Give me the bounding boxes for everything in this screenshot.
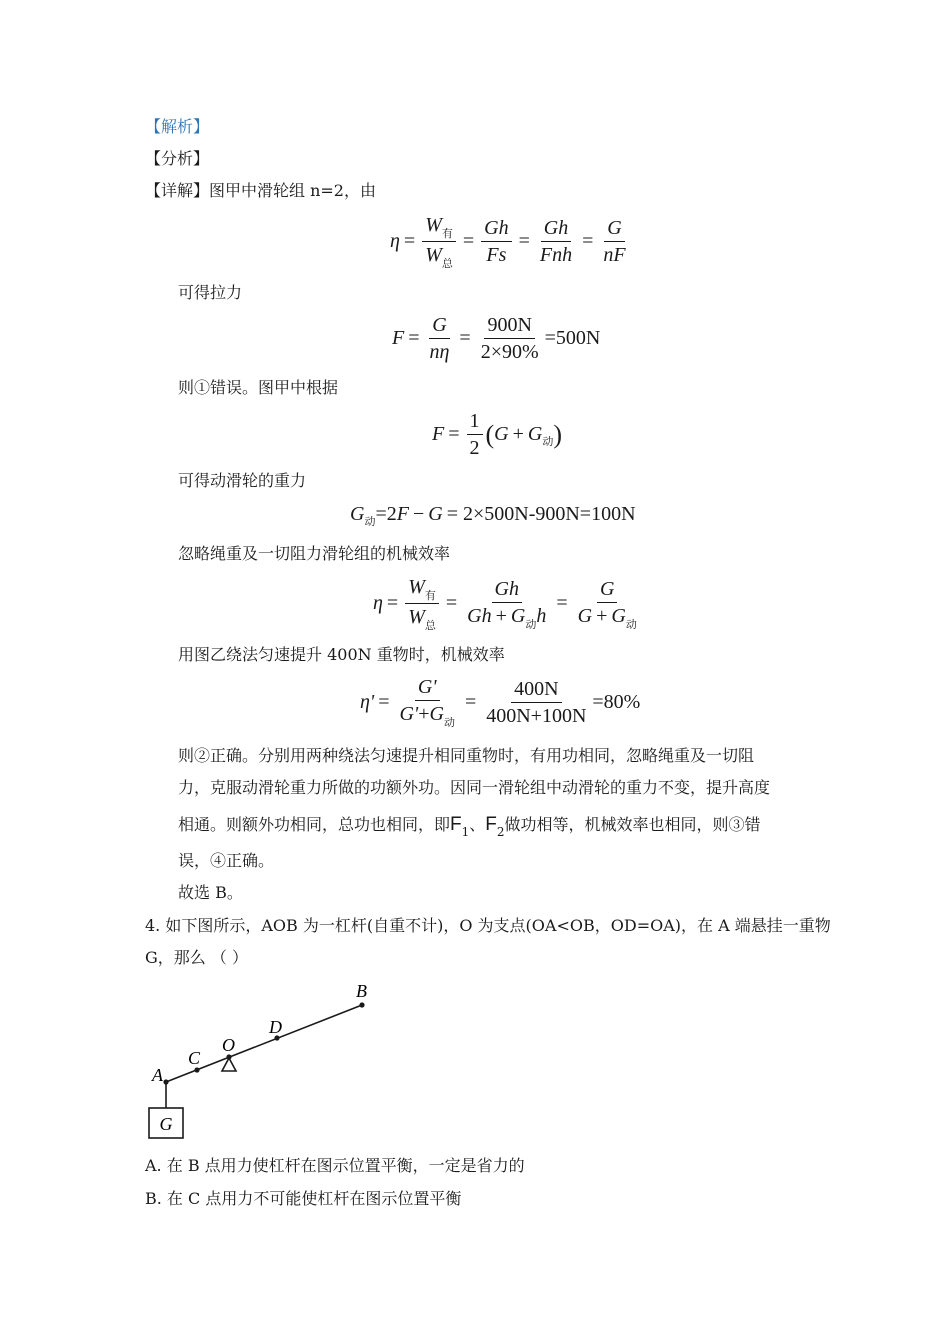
para-line-3: 相通。则额外功相同，总功也相同，即$F_1$、$F_2$做功相等，机械效率也相同，则③错	[178, 814, 761, 839]
lever-figure	[140, 978, 390, 1148]
text-ignore-friction: 忽略绳重及一切阻力滑轮组的机械效率	[178, 544, 451, 563]
equation-pulley-weight: G 动 =2 F − G = 2×500N-900N=100N	[350, 503, 636, 528]
question-4-line-1: 4. 如下图所示，AOB 为一杠杆(自重不计)，O 为支点(OA<OB，OD=OA)，在 A 端悬挂一重物	[145, 916, 831, 935]
equation-pull-force: F = $\frac{G}{n\eta}$ = $\frac{900N}{2\times 90\%}$ =500N	[392, 314, 601, 363]
text-wrong-1: 则①错误。图甲中根据	[178, 378, 339, 397]
question-4-line-2: G，那么 （ ）	[145, 948, 248, 967]
analysis-header: 【解析】	[145, 117, 210, 136]
equation-half: F = $\frac{1}{2}$ ( G + G 动 )	[432, 410, 563, 459]
analysis-subheader: 【分析】	[145, 149, 210, 168]
answer-line: 故选 B。	[178, 883, 243, 902]
label-o: O	[222, 1035, 235, 1055]
point-b	[359, 1002, 364, 1007]
equation-efficiency: η = $\frac{W_有}{W_总}$ = $\frac{Gh}{Fs}$ = $\frac{Gh}{\text{Fnh}}$ = $\frac{G}{nF}$	[390, 214, 626, 270]
para-line-2: 力，克服动滑轮重力所做的功额外功。因同一滑轮组中动滑轮的重力不变，提升高度	[178, 778, 771, 797]
para-line-1: 则②正确。分别用两种绕法匀速提升相同重物时，有用功相同，忽略绳重及一切阻	[178, 746, 755, 765]
label-c: C	[188, 1048, 201, 1068]
label-g: G	[159, 1114, 173, 1134]
equation-efficiency-3: η' = $\frac{G'}{G'+G_动}$ = $\frac{400N}{400N+100N}$ =80%	[360, 676, 641, 729]
label-b: B	[356, 981, 367, 1001]
option-a: A. 在 B 点用力使杠杆在图示位置平衡，一定是省力的	[145, 1156, 525, 1175]
label-d: D	[269, 1017, 282, 1037]
text-pull-force: 可得拉力	[178, 283, 243, 302]
label-a: A	[152, 1065, 163, 1085]
detail-line: 【详解】图甲中滑轮组 n=2，由	[145, 181, 376, 200]
option-b: B. 在 C 点用力不可能使杠杆在图示位置平衡	[145, 1189, 462, 1208]
para-line-4: 误，④正确。	[178, 851, 275, 870]
equation-efficiency-2: η = $\frac{W_有}{W_总}$ = $\frac{Gh}{Gh + G_动h}$ = $\frac{G}{G + G_动}$	[373, 576, 637, 632]
text-figure-yi: 用图乙绕法匀速提升 400N 重物时，机械效率	[178, 645, 505, 664]
point-c	[194, 1067, 199, 1072]
text-pulley-weight: 可得动滑轮的重力	[178, 471, 307, 490]
